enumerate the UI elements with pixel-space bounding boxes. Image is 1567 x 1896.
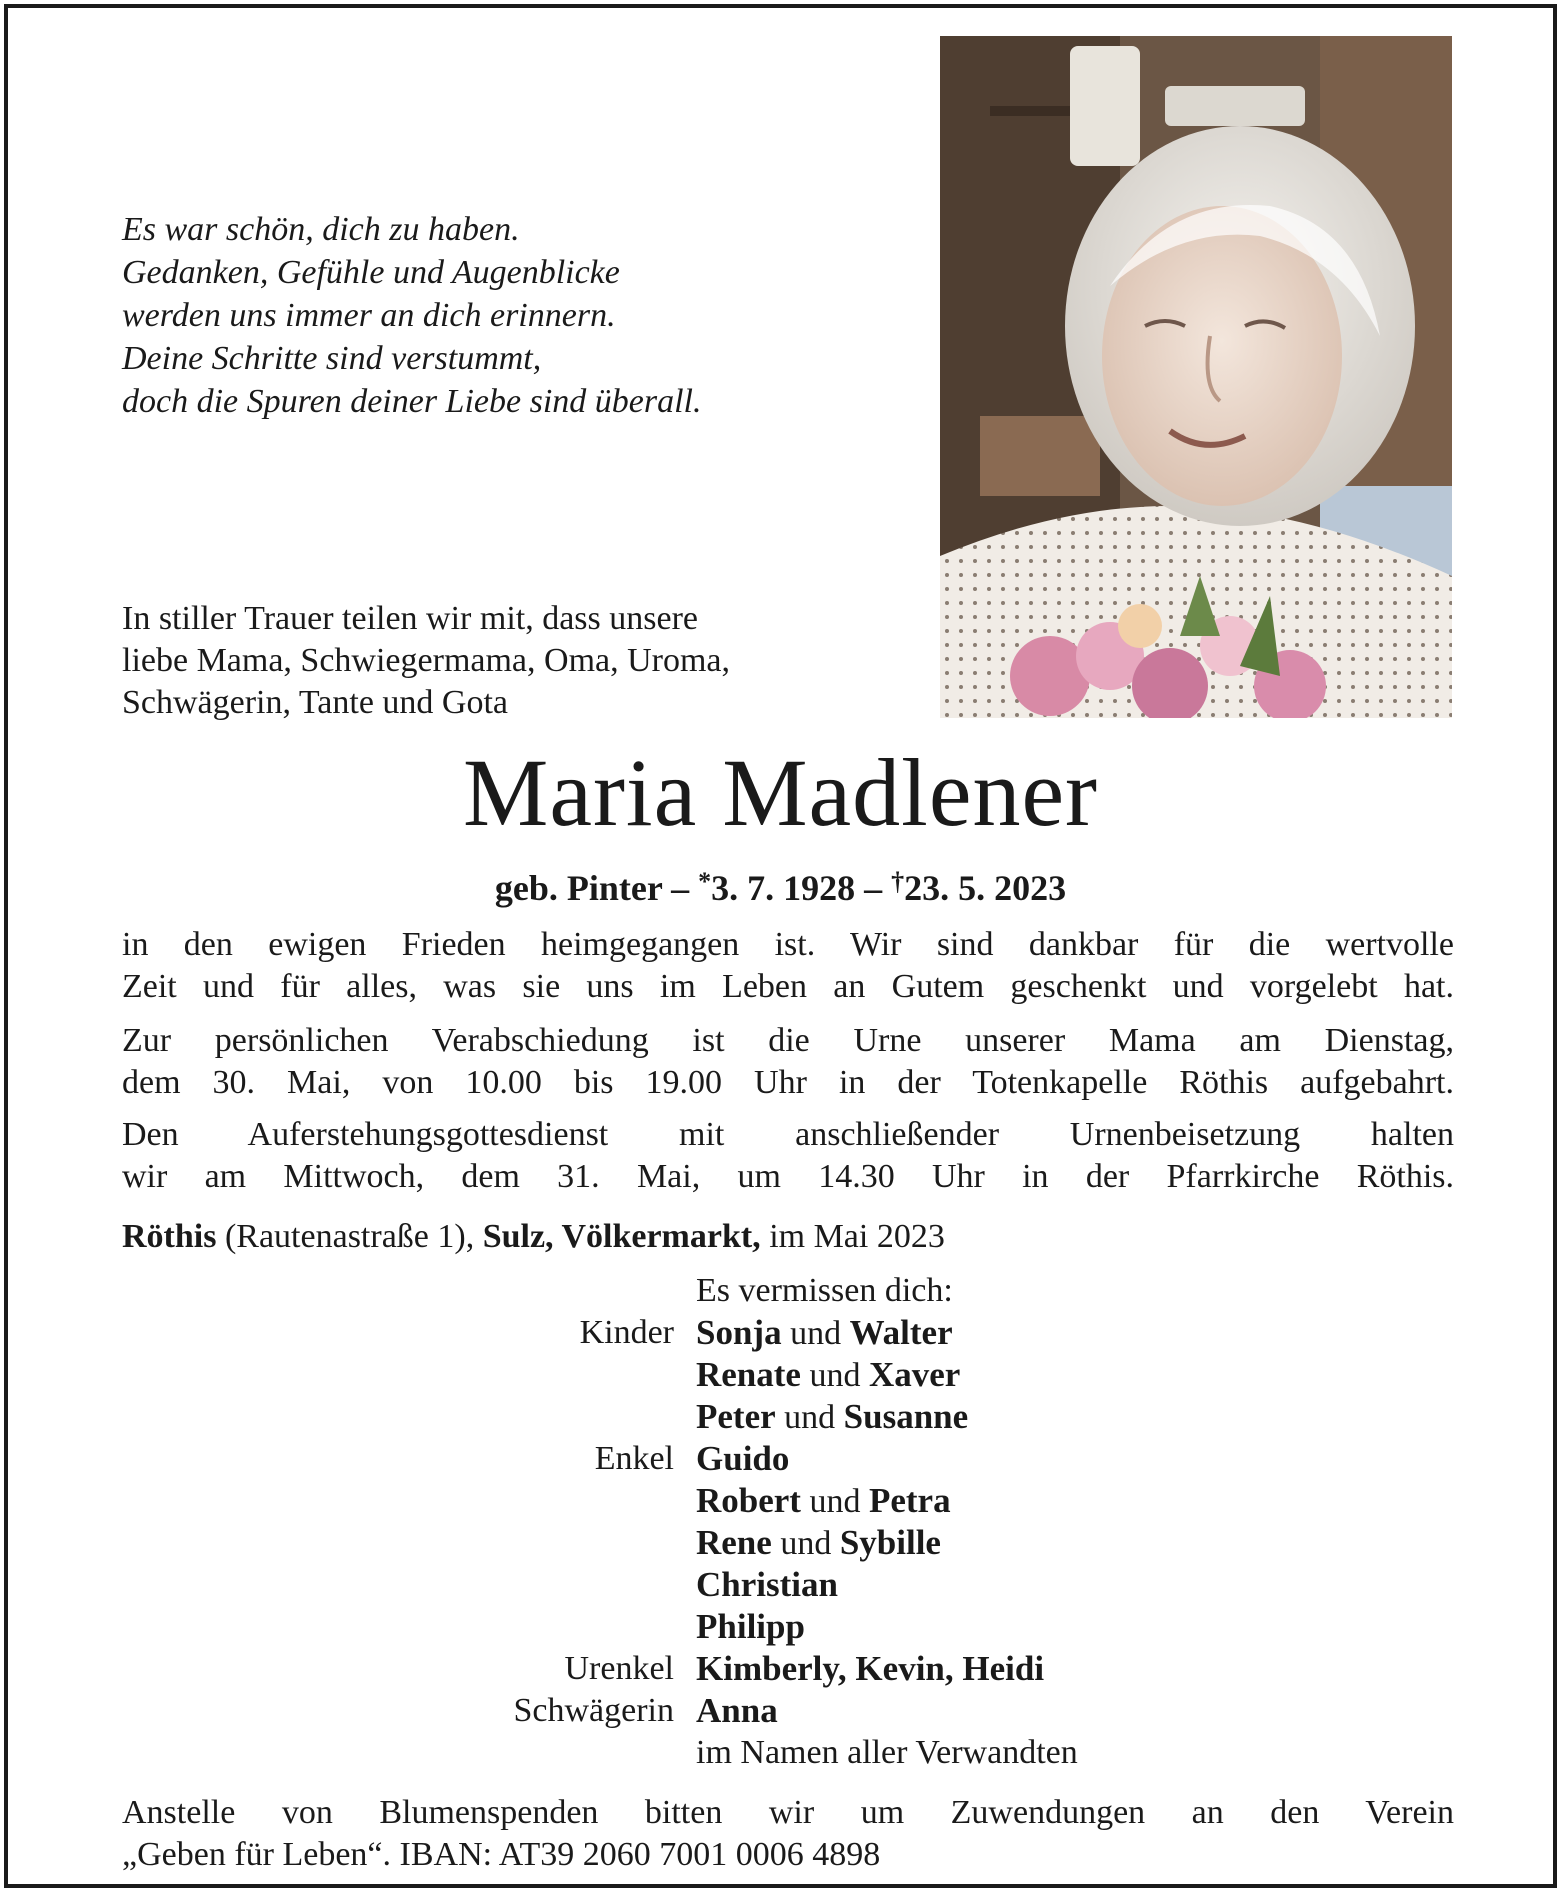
mourner-name: Renate: [696, 1355, 801, 1394]
mourner-row: [308, 1522, 1208, 1564]
life-dates: [8, 860, 1553, 910]
relation-label: [308, 1732, 696, 1774]
birth-date: 3. 7. 1928: [711, 868, 856, 908]
mourner-row: [308, 1648, 1208, 1690]
mourner-name: Christian: [696, 1565, 838, 1604]
relation-label: [308, 1396, 696, 1438]
paragraph-gratitude: [122, 924, 1454, 1008]
mourner-name: Rene: [696, 1523, 772, 1562]
paragraph-line: Zeit und für alles, was sie uns im Leben an Gutem geschenkt und vorgelebt hat.: [122, 968, 1454, 1005]
relation-label: Kinder: [579, 1314, 674, 1351]
mourner-names: [696, 1606, 805, 1648]
mourner-name: Robert: [696, 1481, 801, 1520]
relation-label: Urenkel: [564, 1650, 674, 1687]
relation-label: Enkel: [594, 1440, 674, 1477]
mourner-row: [308, 1732, 1208, 1774]
mourners-heading: Es vermissen dich:: [696, 1272, 953, 1309]
mourner-names: [696, 1396, 968, 1438]
mourner-names: [696, 1648, 1044, 1690]
and-word: und: [809, 1357, 861, 1394]
mourner-name: Kimberly, Kevin, Heidi: [696, 1649, 1045, 1688]
mourner-row: [308, 1354, 1208, 1396]
obituary-page: [4, 4, 1557, 1888]
poem-line: Deine Schritte sind verstummt,: [122, 340, 542, 377]
dash: –: [864, 868, 883, 908]
other-towns: Sulz, Völkermarkt,: [482, 1218, 761, 1255]
mourner-name: Anna: [696, 1691, 778, 1730]
announcement-intro: [122, 598, 912, 724]
relation-label: [308, 1564, 696, 1606]
relation-label: [308, 1522, 696, 1564]
birth-symbol: *: [698, 867, 712, 896]
town: Röthis: [122, 1218, 217, 1255]
death-symbol: †: [891, 867, 905, 896]
paragraph-line: wir am Mittwoch, dem 31. Mai, um 14.30 Uhr in der Pfarrkirche Röthis.: [122, 1158, 1454, 1195]
mourner-name: Sybille: [839, 1523, 941, 1562]
mourner-row: [308, 1564, 1208, 1606]
and-word: und: [809, 1483, 861, 1520]
mourner-names: [696, 1480, 951, 1522]
poem-line: Gedanken, Gefühle und Augenblicke: [122, 254, 620, 291]
deceased-name: Maria Madlener: [462, 739, 1099, 846]
poem-line: Es war schön, dich zu haben.: [122, 211, 520, 248]
mourner-name: Peter: [696, 1397, 776, 1436]
mourner-names: [696, 1438, 789, 1480]
mourner-names: [696, 1354, 960, 1396]
and-word: und: [790, 1315, 842, 1352]
poem-line: doch die Spuren deiner Liebe sind überall.: [122, 383, 702, 420]
mourner-row: [308, 1480, 1208, 1522]
paragraph-line: in den ewigen Frieden heimgegangen ist. Wir sind dankbar für die wertvolle: [122, 926, 1454, 963]
mourner-names: [696, 1312, 953, 1354]
place-and-date: [122, 1216, 945, 1258]
relation-label: [308, 1606, 696, 1648]
paragraph-viewing: [122, 1020, 1454, 1104]
paragraph-line: Zur persönlichen Verabschiedung ist die Urne unserer Mama am Dienstag,: [122, 1022, 1454, 1059]
paragraph-line: Den Auferstehungsgottesdienst mit anschließender Urnenbeisetzung halten: [122, 1116, 1454, 1153]
mourner-name: Susanne: [843, 1397, 969, 1436]
intro-line: In stiller Trauer teilen wir mit, dass unsere: [122, 600, 699, 637]
mourner-row: [308, 1396, 1208, 1438]
paragraph-line: dem 30. Mai, von 10.00 bis 19.00 Uhr in der Totenkapelle Röthis aufgebahrt.: [122, 1064, 1454, 1101]
portrait-photo: [940, 36, 1452, 718]
mourner-names: [696, 1522, 941, 1564]
relatives-footer: im Namen aller Verwandten: [696, 1734, 1078, 1771]
mourner-row: [308, 1438, 1208, 1480]
death-date: 23. 5. 2023: [904, 868, 1067, 908]
donation-line: „Geben für Leben“. IBAN: AT39 2060 7001 0006 4898: [122, 1836, 881, 1873]
mourner-row: [308, 1312, 1208, 1354]
poem-line: werden uns immer an dich erinnern.: [122, 297, 616, 334]
and-word: und: [780, 1525, 832, 1562]
mourner-names: [696, 1564, 838, 1606]
and-word: und: [784, 1399, 836, 1436]
donation-line: Anstelle von Blumenspenden bitten wir um Zuwendungen an den Verein: [122, 1794, 1454, 1831]
mourner-name: Petra: [868, 1481, 951, 1520]
intro-line: Schwägerin, Tante und Gota: [122, 684, 509, 721]
mourner-row: [308, 1690, 1208, 1732]
mourner-name: Walter: [849, 1313, 953, 1352]
relation-label: [308, 1354, 696, 1396]
notice-date: im Mai 2023: [769, 1218, 945, 1255]
mourner-name: Guido: [696, 1439, 790, 1478]
intro-line: liebe Mama, Schwiegermama, Oma, Uroma,: [122, 642, 731, 679]
maiden-name: geb. Pinter: [494, 868, 663, 908]
address: (Rautenastraße 1),: [224, 1218, 475, 1255]
relation-label: Schwägerin: [513, 1692, 674, 1729]
paragraph-service: [122, 1114, 1454, 1198]
mourner-names: [696, 1690, 778, 1732]
dash: –: [671, 868, 690, 908]
mourner-name: Philipp: [696, 1607, 805, 1646]
memorial-poem: [122, 208, 822, 423]
mourner-name: Sonja: [696, 1313, 782, 1352]
mourners-list: [308, 1312, 1208, 1774]
mourner-row: [308, 1606, 1208, 1648]
mourner-name: Xaver: [868, 1355, 961, 1394]
relation-label: [308, 1480, 696, 1522]
donation-note: [122, 1792, 1454, 1876]
